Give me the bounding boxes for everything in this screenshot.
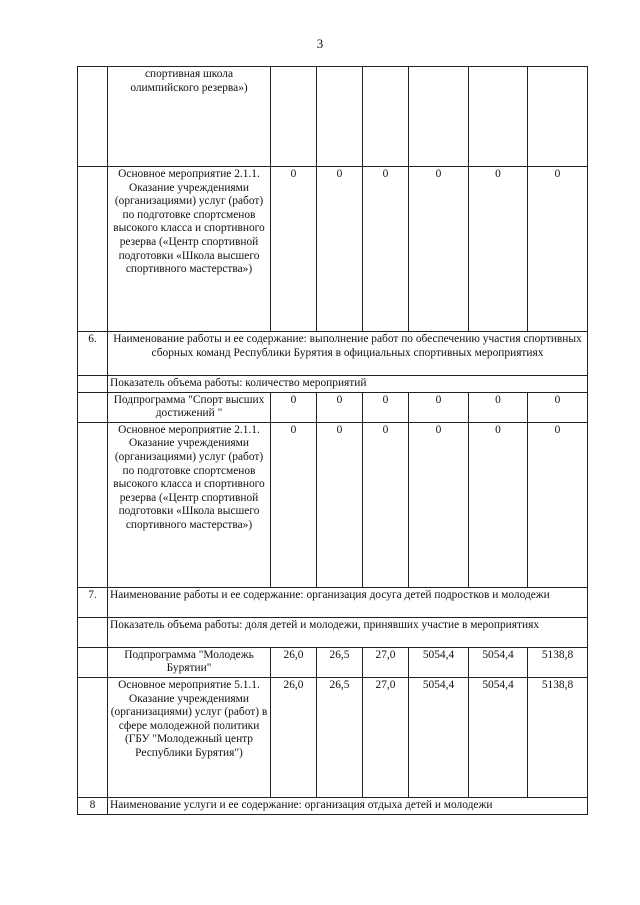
value-cell: 27,0 xyxy=(363,647,409,677)
row-number xyxy=(78,647,108,677)
section-header-row xyxy=(78,587,588,617)
value-cell: 5054,4 xyxy=(469,647,528,677)
value-cell: 27,0 xyxy=(363,677,409,797)
row-number xyxy=(78,392,108,422)
value-cell: 0 xyxy=(469,392,528,422)
value-cell: 0 xyxy=(528,422,588,587)
section-header-row xyxy=(78,332,588,376)
indicator-row xyxy=(78,376,588,393)
value-cell xyxy=(271,67,317,167)
row-number xyxy=(78,617,108,647)
value-cell: 0 xyxy=(409,392,469,422)
row-number xyxy=(78,677,108,797)
section-number: 7. xyxy=(78,587,108,617)
row-name: Подпрограмма "Спорт высших достижений " xyxy=(108,392,271,422)
section-number: 8 xyxy=(78,797,108,814)
row-name: Подпрограмма "Молодежь Бурятии" xyxy=(108,647,271,677)
value-cell xyxy=(409,67,469,167)
value-cell: 0 xyxy=(271,167,317,332)
section-header-row xyxy=(78,797,588,814)
row-name: спортивная школа олимпийского резерва») xyxy=(108,67,271,167)
row-number xyxy=(78,422,108,587)
value-cell: 26,5 xyxy=(317,647,363,677)
table-row xyxy=(78,677,588,797)
value-cell: 5138,8 xyxy=(528,647,588,677)
value-cell: 0 xyxy=(409,167,469,332)
section-title: Наименование услуги и ее содержание: организация отдыха детей и молодежи xyxy=(108,797,588,814)
value-cell: 0 xyxy=(363,167,409,332)
table-row xyxy=(78,392,588,422)
value-cell xyxy=(363,67,409,167)
value-cell: 0 xyxy=(409,422,469,587)
section-title: Наименование работы и ее содержание: организация досуга детей подростков и молодежи xyxy=(108,587,588,617)
value-cell xyxy=(469,67,528,167)
section-number: 6. xyxy=(78,332,108,376)
value-cell: 26,0 xyxy=(271,647,317,677)
row-number xyxy=(78,167,108,332)
table-row xyxy=(78,167,588,332)
value-cell: 0 xyxy=(271,422,317,587)
value-cell: 26,0 xyxy=(271,677,317,797)
value-cell: 0 xyxy=(317,392,363,422)
section-title: Наименование работы и ее содержание: выполнение работ по обеспечению участия спортивных сборных команд Республики Бурятия в официальных спортивных мероприятиях xyxy=(108,332,588,376)
table-row xyxy=(78,647,588,677)
value-cell: 0 xyxy=(363,392,409,422)
program-table xyxy=(77,66,588,815)
value-cell: 26,5 xyxy=(317,677,363,797)
indicator-text: Показатель объема работы: количество мероприятий xyxy=(108,376,588,393)
value-cell: 0 xyxy=(271,392,317,422)
indicator-row xyxy=(78,617,588,647)
value-cell: 5054,4 xyxy=(409,677,469,797)
value-cell: 0 xyxy=(528,392,588,422)
value-cell: 0 xyxy=(469,422,528,587)
row-name: Основное мероприятие 5.1.1. Оказание учреждениями (организациями) услуг (работ) в сфере молодежной политики (ГБУ "Молодежный центр Республики Бурятия") xyxy=(108,677,271,797)
page-number: 3 xyxy=(316,36,324,51)
table-row xyxy=(78,422,588,587)
value-cell: 0 xyxy=(317,422,363,587)
value-cell: 0 xyxy=(528,167,588,332)
value-cell: 0 xyxy=(469,167,528,332)
value-cell: 0 xyxy=(317,167,363,332)
row-number xyxy=(78,67,108,167)
row-number xyxy=(78,376,108,393)
value-cell xyxy=(528,67,588,167)
value-cell: 5054,4 xyxy=(469,677,528,797)
indicator-text: Показатель объема работы: доля детей и молодежи, принявших участие в мероприятиях xyxy=(108,617,588,647)
value-cell: 5054,4 xyxy=(409,647,469,677)
table-row xyxy=(78,67,588,167)
value-cell: 0 xyxy=(363,422,409,587)
value-cell xyxy=(317,67,363,167)
value-cell: 5138,8 xyxy=(528,677,588,797)
row-name: Основное мероприятие 2.1.1. Оказание учреждениями (организациями) услуг (работ) по подготовке спортсменов высокого класса и спортивного резерва («Центр спортивной подготовки «Школа высшего спортивного мастерства») xyxy=(108,167,271,332)
row-name: Основное мероприятие 2.1.1. Оказание учреждениями (организациями) услуг (работ) по подготовке спортсменов высокого класса и спортивного резерва («Центр спортивной подготовки «Школа высшего спортивного мастерства») xyxy=(108,422,271,587)
